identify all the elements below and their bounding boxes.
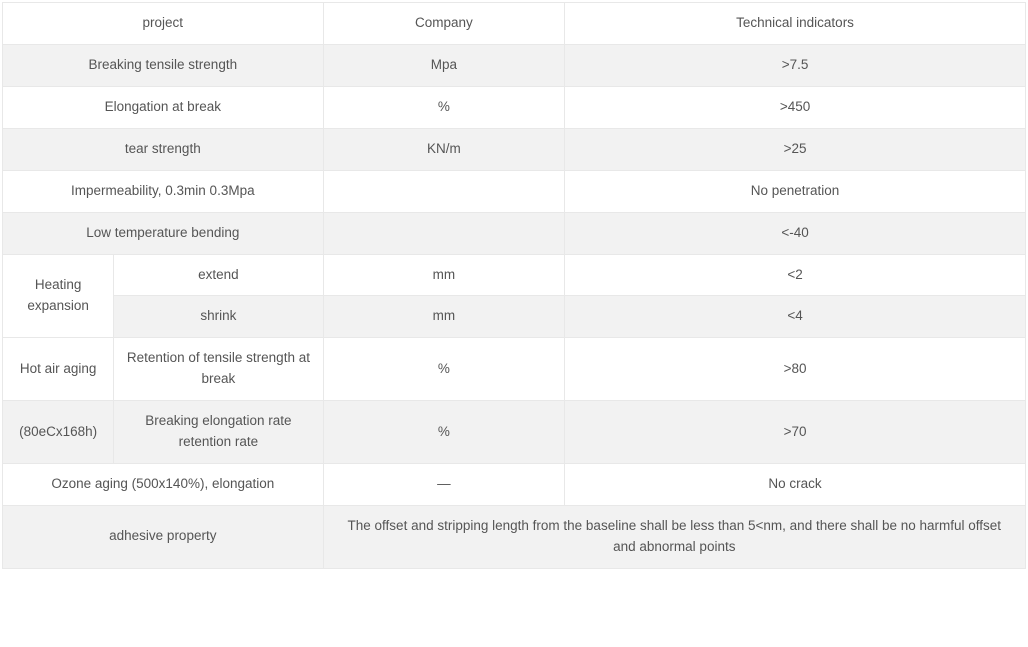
cell-indicator: >70: [565, 401, 1026, 464]
cell-indicator: >7.5: [565, 44, 1026, 86]
cell-indicator: No crack: [565, 464, 1026, 506]
table-row: [3, 128, 1026, 170]
cell-subproject: extend: [114, 254, 323, 296]
table-row: [3, 86, 1026, 128]
subproject-line2: retention rate: [178, 434, 259, 450]
cell-group-aging-condition: (80eCx168h): [3, 401, 114, 464]
cell-project: Breaking tensile strength: [3, 44, 324, 86]
cell-company: —: [323, 464, 564, 506]
header-cell-technical-indicators: Technical indicators: [565, 3, 1026, 45]
cell-company: KN/m: [323, 128, 564, 170]
cell-company: %: [323, 338, 564, 401]
table-row: [3, 505, 1026, 568]
cell-company: %: [323, 86, 564, 128]
cell-company: [323, 170, 564, 212]
cell-company: Mpa: [323, 44, 564, 86]
cell-indicator: >25: [565, 128, 1026, 170]
header-cell-company: Company: [323, 3, 564, 45]
table-row: [3, 338, 1026, 401]
cell-adhesive-property-note: [323, 505, 1025, 568]
cell-group-heating-expansion: [3, 254, 114, 338]
cell-indicator: <4: [565, 296, 1026, 338]
cell-project: Low temperature bending: [3, 212, 324, 254]
subproject-line1: Retention of tensile strength at: [126, 350, 310, 366]
table-row: [3, 296, 1026, 338]
table-row: [3, 170, 1026, 212]
cell-project: adhesive property: [3, 505, 324, 568]
note-line2: and abnormal points: [613, 538, 736, 554]
subproject-line2: break: [201, 371, 236, 387]
cell-indicator: No penetration: [565, 170, 1026, 212]
table-row: [3, 212, 1026, 254]
cell-subproject: [114, 338, 323, 401]
header-cell-project: project: [3, 3, 324, 45]
technical-specification-table: [2, 2, 1026, 569]
cell-indicator: >450: [565, 86, 1026, 128]
cell-indicator: <2: [565, 254, 1026, 296]
cell-company: mm: [323, 296, 564, 338]
cell-subproject: shrink: [114, 296, 323, 338]
table-row: [3, 254, 1026, 296]
group-label-line2: expansion: [27, 297, 89, 313]
table-row: [3, 44, 1026, 86]
subproject-line1: Breaking elongation rate: [145, 413, 292, 429]
cell-project: tear strength: [3, 128, 324, 170]
spec-table-container: [0, 2, 1028, 569]
cell-company: %: [323, 401, 564, 464]
table-row: [3, 401, 1026, 464]
cell-indicator: >80: [565, 338, 1026, 401]
cell-indicator: <-40: [565, 212, 1026, 254]
table-header-row: [3, 3, 1026, 45]
cell-group-hot-air-aging: Hot air aging: [3, 338, 114, 401]
cell-project: Elongation at break: [3, 86, 324, 128]
cell-project: Impermeability, 0.3min 0.3Mpa: [3, 170, 324, 212]
cell-subproject: [114, 401, 323, 464]
table-row: [3, 464, 1026, 506]
cell-company: mm: [323, 254, 564, 296]
cell-company: [323, 212, 564, 254]
cell-project: Ozone aging (500x140%), elongation: [3, 464, 324, 506]
note-line1: The offset and stripping length from the baseline shall be less than 5<nm, and there shall be no harmful offset: [347, 517, 1002, 533]
group-label-line1: Heating: [34, 277, 82, 293]
